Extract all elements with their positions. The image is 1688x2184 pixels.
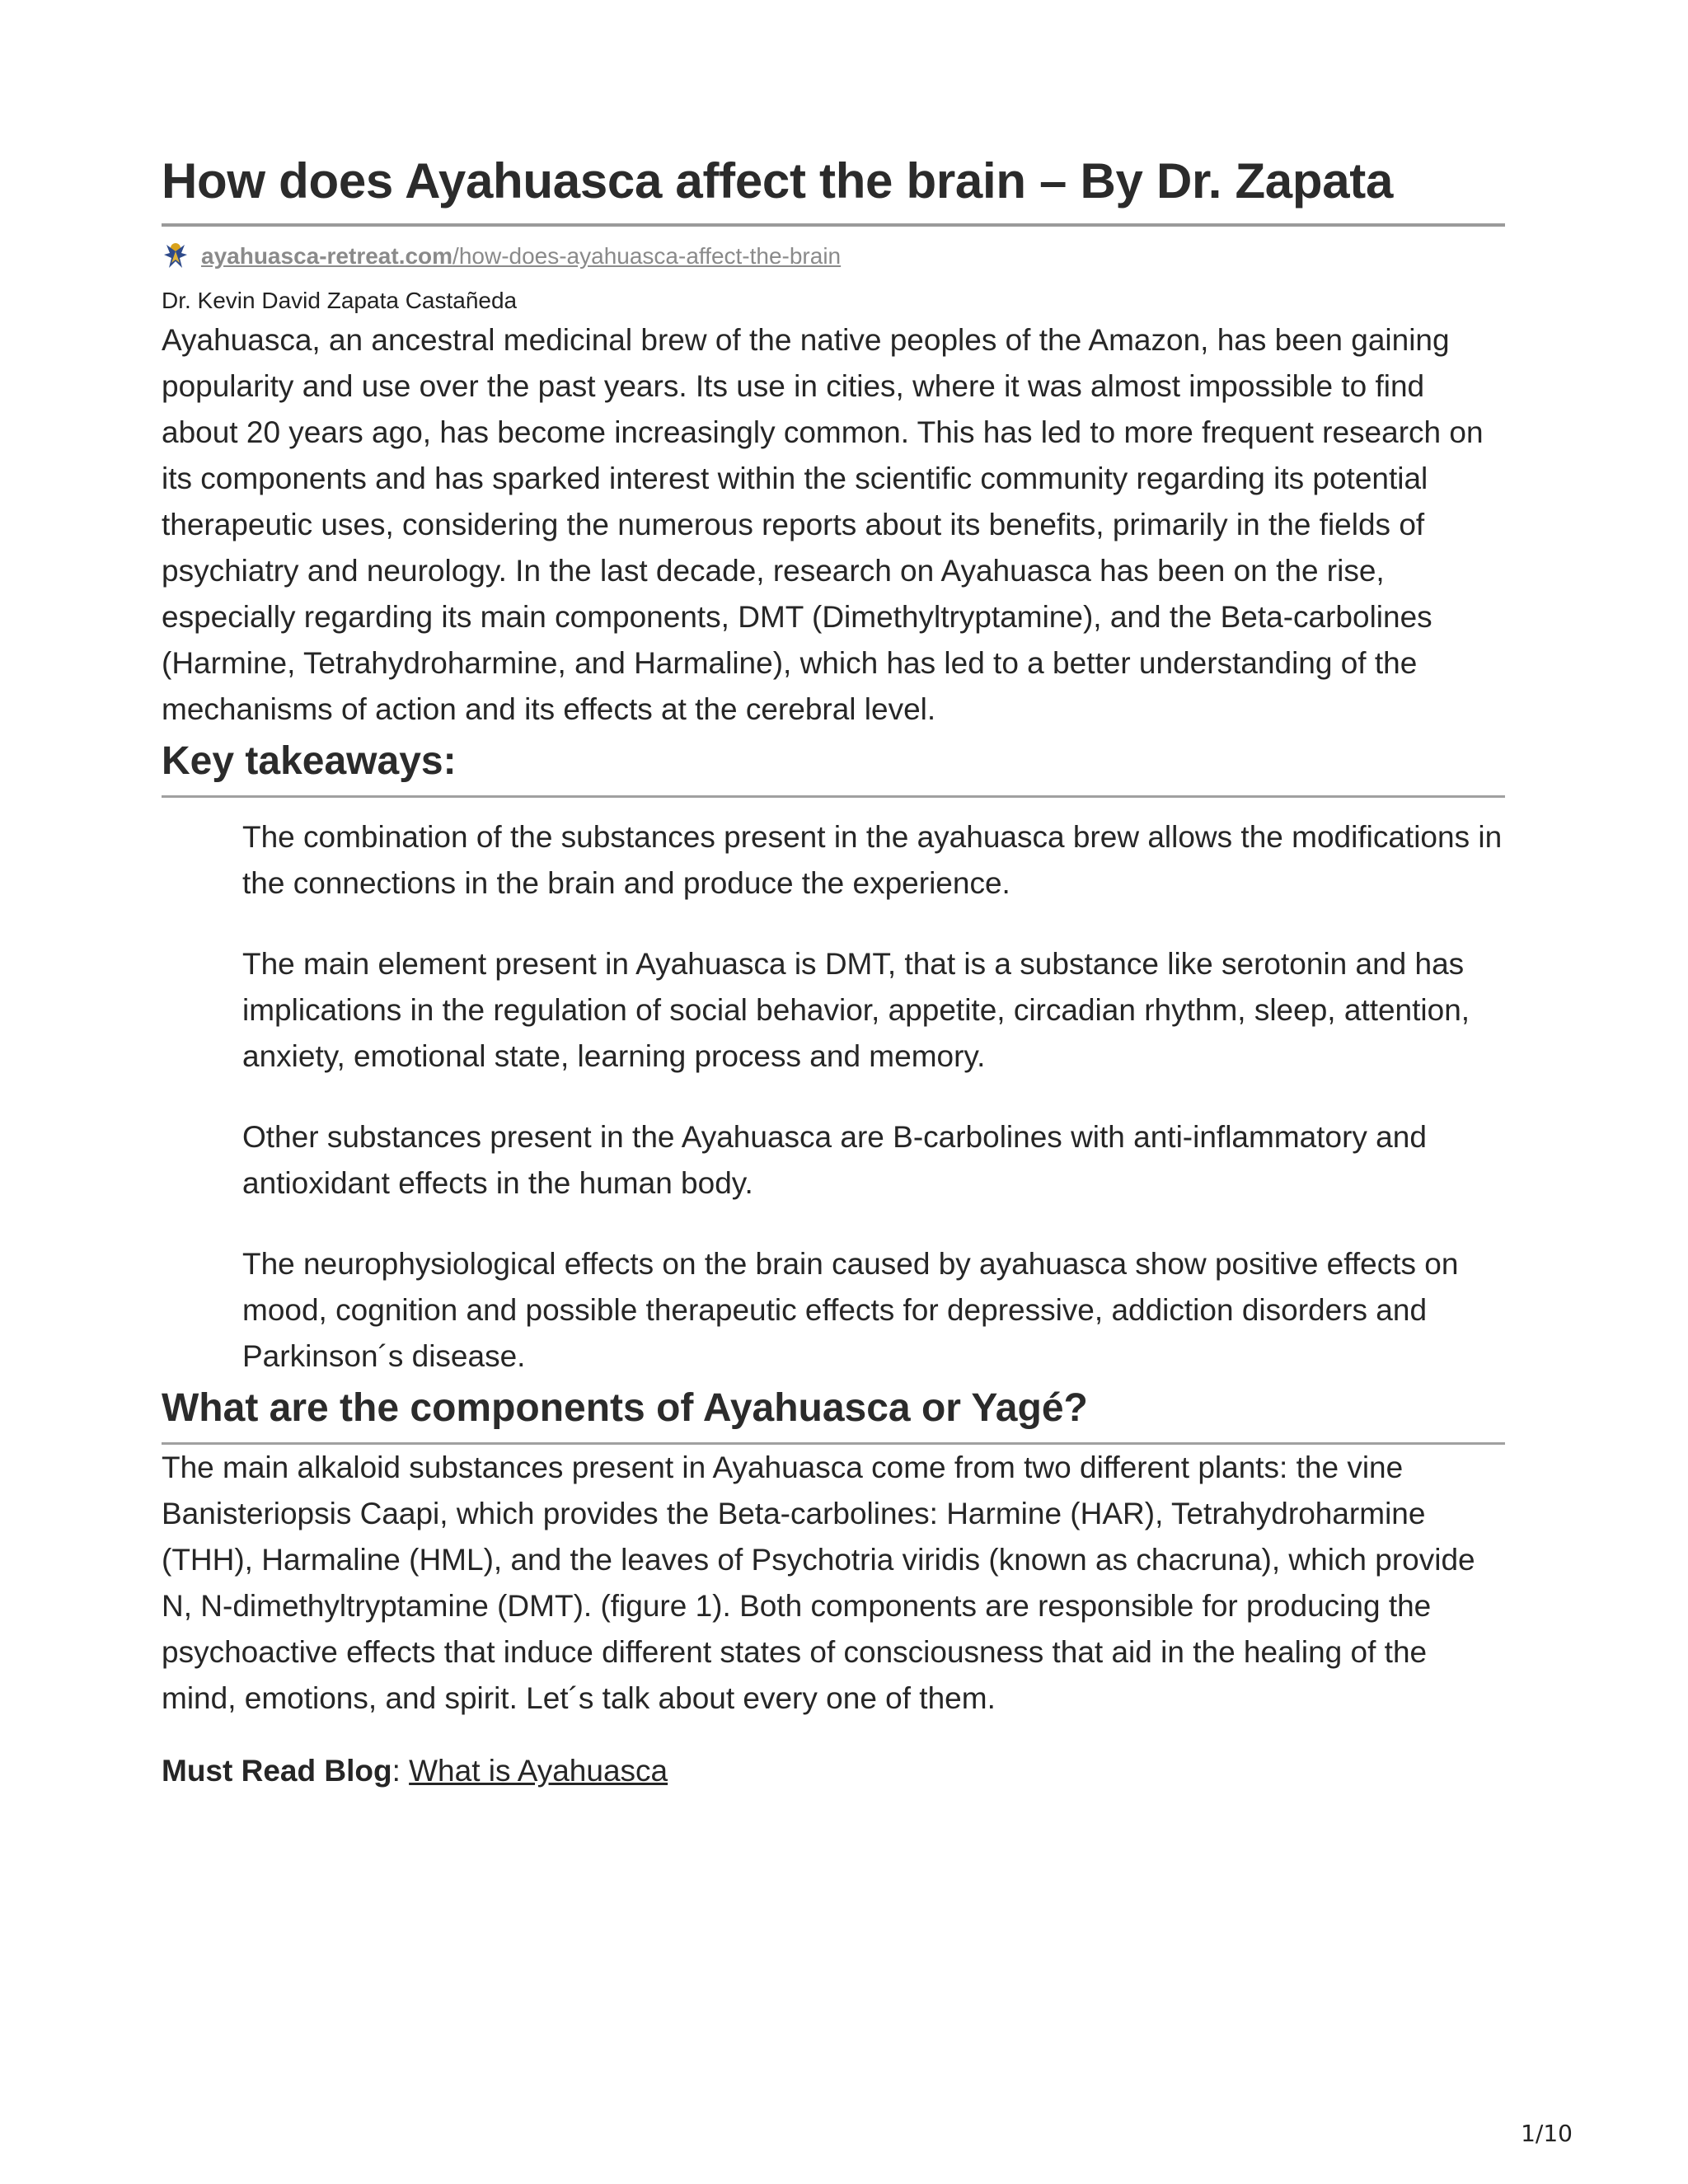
must-read-link[interactable]: What is Ayahuasca xyxy=(409,1754,668,1788)
takeaway-item: Other substances present in the Ayahuasca are B-carbolines with anti-inflammatory and antioxidant effects in the human body. xyxy=(242,1120,1427,1200)
page-number: 1/10 xyxy=(1521,2120,1573,2147)
key-takeaways-divider xyxy=(162,795,1505,798)
title-divider xyxy=(162,223,1505,227)
source-path: /how-does-ayahuasca-affect-the-brain xyxy=(452,243,842,269)
components-heading: What are the components of Ayahuasca or Yagé? xyxy=(162,1386,1088,1430)
source-link[interactable] xyxy=(201,243,841,269)
takeaway-item: The neurophysiological effects on the brain caused by ayahuasca show positive effects on mood, cognition and possible therapeutic effects for depressive, addiction disorders and Parkinson´s disease. xyxy=(242,1247,1459,1373)
author-name: Dr. Kevin David Zapata Castañeda xyxy=(162,288,518,313)
page-title: How does Ayahuasca affect the brain – By Dr. Zapata xyxy=(162,153,1394,209)
key-takeaways-heading: Key takeaways: xyxy=(162,739,457,783)
source-domain: ayahuasca-retreat.com xyxy=(201,243,453,269)
takeaway-item: The main element present in Ayahuasca is DMT, that is a substance like serotonin and has implications in the regulation of social behavior, appetite, circadian rhythm, sleep, attention, anxiety, emotional state, learning process and memory. xyxy=(242,947,1470,1073)
takeaway-item: The combination of the substances present in the ayahuasca brew allows the modifications in the connections in the brain and produce the experience. xyxy=(242,820,1503,900)
components-paragraph: The main alkaloid substances present in Ayahuasca come from two different plants: the vine Banisteriopsis Caapi, which provides the Beta-carbolines: Harmine (HAR), Tetrahydroharmine (THH), Harmaline (HML), and the leaves of Psychotria viridis (known as chacruna), which provide N, N-dimethyltryptamine (DMT). (figure 1). Both components are responsible for producing the psychoactive effects that induce different states of consciousness that aid in the healing of the mind, emotions, and spirit. Let´s talk about every one of them. xyxy=(162,1451,1475,1715)
sun-bird-logo-icon xyxy=(162,240,190,273)
key-takeaways-list xyxy=(162,814,1505,1380)
must-read-separator: : xyxy=(392,1754,410,1788)
intro-paragraph: Ayahuasca, an ancestral medicinal brew of the native peoples of the Amazon, has been gaining popularity and use over the past years. Its use in cities, where it was almost impossible to find about 20 years ago, has become increasingly common. This has led to more frequent research on its components and has sparked interest within the scientific community regarding its potential therapeutic uses, considering the numerous reports about its benefits, primarily in the fields of psychiatry and neurology. In the last decade, research on Ayahuasca has been on the rise, especially regarding its main components, DMT (Dimethyltryptamine), and the Beta-carbolines (Harmine, Tetrahydroharmine, and Harmaline), which has led to a better understanding of the mechanisms of action and its effects at the cerebral level. xyxy=(162,323,1484,726)
must-read-line xyxy=(162,1748,1505,1794)
must-read-label: Must Read Blog xyxy=(162,1754,392,1788)
source-line xyxy=(162,240,1505,273)
article xyxy=(162,144,1505,1794)
